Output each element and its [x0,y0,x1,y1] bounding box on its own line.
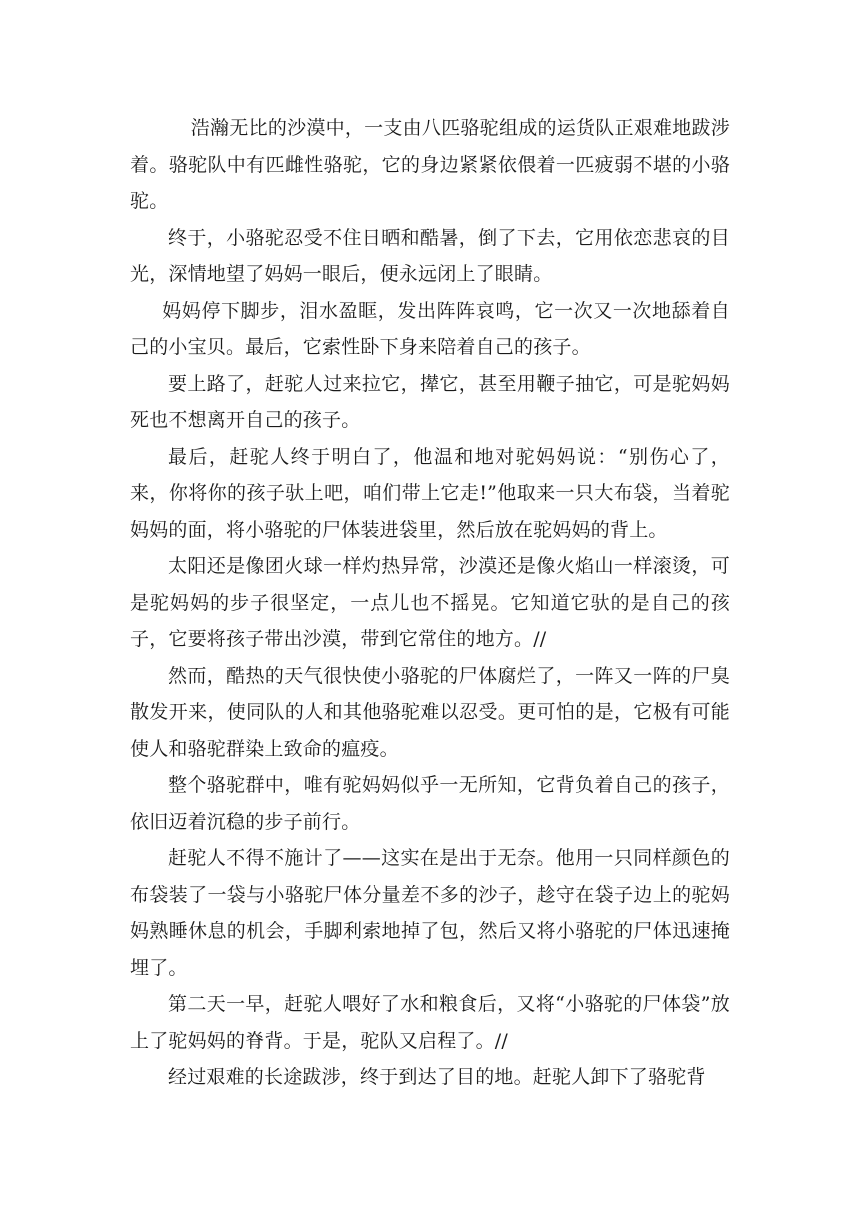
paragraph-9: 赶驼人不得不施计了——这实在是出于无奈。他用一只同样颜色的布袋装了一袋与小骆驼尸体分量差不多的沙子，趁守在袋子边上的驼妈妈熟睡休息的机会，手脚利索地掉了包，然后又将小骆驼的尸体迅速掩埋了。 [130,847,730,979]
paragraph-3: 妈妈停下脚步，泪水盈眶，发出阵阵哀鸣，它一次又一次地舔着自己的小宝贝。最后，它索性卧下身来陪着自己的孩子。 [130,299,730,358]
paragraph-11: 经过艰难的长途跋涉，终于到达了目的地。赶驼人卸下了骆驼背 [168,1066,706,1088]
paragraph-1: 浩瀚无比的沙漠中，一支由八匹骆驼组成的运货队正艰难地跋涉着。骆驼队中有匹雌性骆驼，它的身边紧紧依偎着一匹疲弱不堪的小骆驼。 [130,117,730,212]
paragraph-10: 第二天一早，赶驼人喂好了水和粮食后，又将“小骆驼的尸体袋”放上了驼妈妈的脊背。于是，驼队又启程了。// [130,993,730,1052]
paragraph-8: 整个骆驼群中，唯有驼妈妈似乎一无所知，它背负着自己的孩子，依旧迈着沉稳的步子前行。 [130,774,730,833]
paragraph-5: 最后，赶驼人终于明白了，他温和地对驼妈妈说：“别伤心了，来，你将你的孩子驮上吧，咱们带上它走!”他取来一只大布袋，当着驼妈妈的面，将小骆驼的尸体装进袋里，然后放在驼妈妈的背上。 [130,445,730,541]
paragraph-6: 太阳还是像团火球一样灼热异常，沙漠还是像火焰山一样滚烫，可是驼妈妈的步子很坚定，一点儿也不摇晃。它知道它驮的是自己的孩子，它要将孩子带出沙漠，带到它常住的地方。// [130,555,730,650]
paragraph-2: 终于，小骆驼忍受不住日晒和酷暑，倒了下去，它用依恋悲哀的目光，深情地望了妈妈一眼后，便永远闭上了眼睛。 [130,226,730,285]
paragraph-7: 然而，酷热的天气很快使小骆驼的尸体腐烂了，一阵又一阵的尸臭散发开来，使同队的人和其他骆驼难以忍受。更可怕的是，它极有可能使人和骆驼群染上致命的瘟疫。 [130,664,730,760]
story-text [130,110,730,1096]
paragraph-4: 要上路了，赶驼人过来拉它，撵它，甚至用鞭子抽它，可是驼妈妈死也不想离开自己的孩子。 [130,372,730,431]
